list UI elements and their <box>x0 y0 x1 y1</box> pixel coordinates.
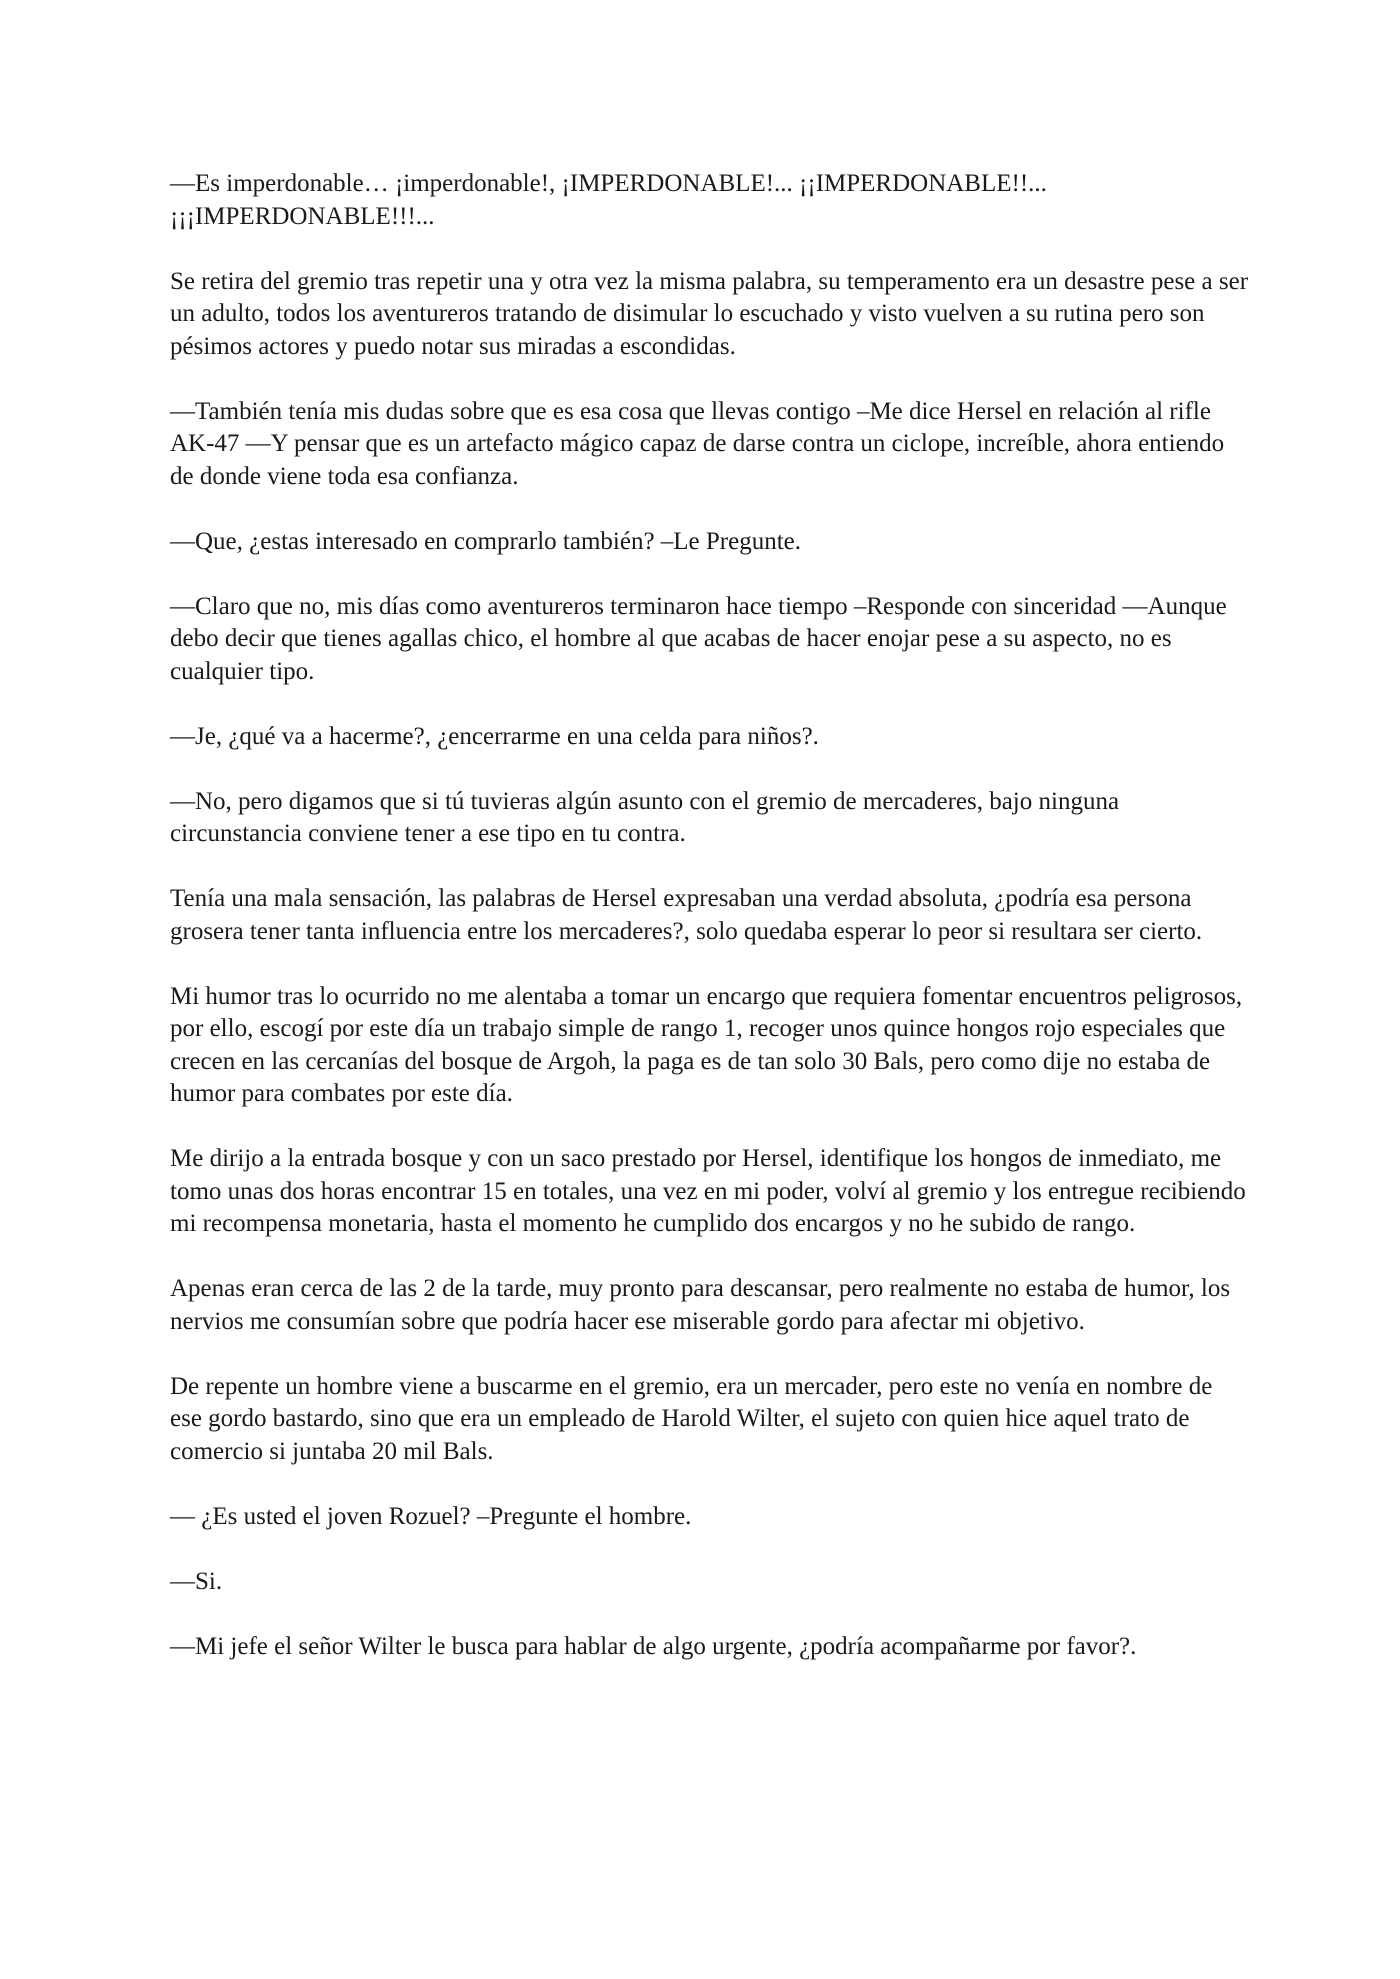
paragraph: —También tenía mis dudas sobre que es esa cosa que llevas contigo –Me dice Hersel en relación al rifle AK-47 —Y pensar que es un artefacto mágico capaz de darse contra un ciclope, increíble, ahora entiendo de donde viene toda esa confianza. <box>170 397 1225 490</box>
paragraph: Mi humor tras lo ocurrido no me alentaba a tomar un encargo que requiera fomentar encuentros peligrosos, por ello, escogí por este día un trabajo simple de rango 1, recoger unos quince hongos rojo especiales que crecen en las cercanías del bosque de Argoh, la paga es de tan solo 30 Bals, pero como dije no estaba de humor para combates por este día. <box>170 982 1243 1107</box>
paragraph: Apenas eran cerca de las 2 de la tarde, muy pronto para descansar, pero realmente no estaba de humor, los nervios me consumían sobre que podría hacer ese miserable gordo para afectar mi objetivo. <box>170 1275 1231 1335</box>
paragraph: —Je, ¿qué va a hacerme?, ¿encerrarme en una celda para niños?. <box>170 722 819 750</box>
paragraph: Tenía una mala sensación, las palabras de Hersel expresaban una verdad absoluta, ¿podría esa persona grosera tener tanta influencia entre los mercaderes?, solo quedaba esperar lo peor si resultara ser cierto. <box>170 885 1203 945</box>
paragraph: —Que, ¿estas interesado en comprarlo también? –Le Pregunte. <box>170 527 802 555</box>
paragraph: —Si. <box>170 1567 223 1595</box>
paragraph: —Mi jefe el señor Wilter le busca para hablar de algo urgente, ¿podría acompañarme por favor?. <box>170 1632 1137 1660</box>
paragraph: Se retira del gremio tras repetir una y otra vez la misma palabra, su temperamento era un desastre pese a ser un adulto, todos los aventureros tratando de disimular lo escuchado y visto vuelven a su rutina pero son pésimos actores y puedo notar sus miradas a escondidas. <box>170 267 1249 360</box>
paragraph: De repente un hombre viene a buscarme en el gremio, era un mercader, pero este no venía en nombre de ese gordo bastardo, sino que era un empleado de Harold Wilter, el sujeto con quien hice aquel trato de comercio si juntaba 20 mil Bals. <box>170 1372 1213 1465</box>
document-body <box>170 168 1250 1696</box>
paragraph: Me dirijo a la entrada bosque y con un saco prestado por Hersel, identifique los hongos de inmediato, me tomo unas dos horas encontrar 15 en totales, una vez en mi poder, volví al gremio y los entregue recibiendo mi recompensa monetaria, hasta el momento he cumplido dos encargos y no he subido de rango. <box>170 1145 1246 1237</box>
paragraph: —Es imperdonable… ¡imperdonable!, ¡IMPERDONABLE!... ¡¡IMPERDONABLE!!... ¡¡¡IMPERDONABLE!!!... <box>170 170 1047 230</box>
paragraph: — ¿Es usted el joven Rozuel? –Pregunte el hombre. <box>170 1502 692 1530</box>
paragraph: —No, pero digamos que si tú tuvieras algún asunto con el gremio de mercaderes, bajo ninguna circunstancia conviene tener a ese tipo en tu contra. <box>170 787 1120 847</box>
paragraph: —Claro que no, mis días como aventureros terminaron hace tiempo –Responde con sinceridad —Aunque debo decir que tienes agallas chico, el hombre al que acabas de hacer enojar pese a su aspecto, no es cualquier tipo. <box>170 592 1227 685</box>
